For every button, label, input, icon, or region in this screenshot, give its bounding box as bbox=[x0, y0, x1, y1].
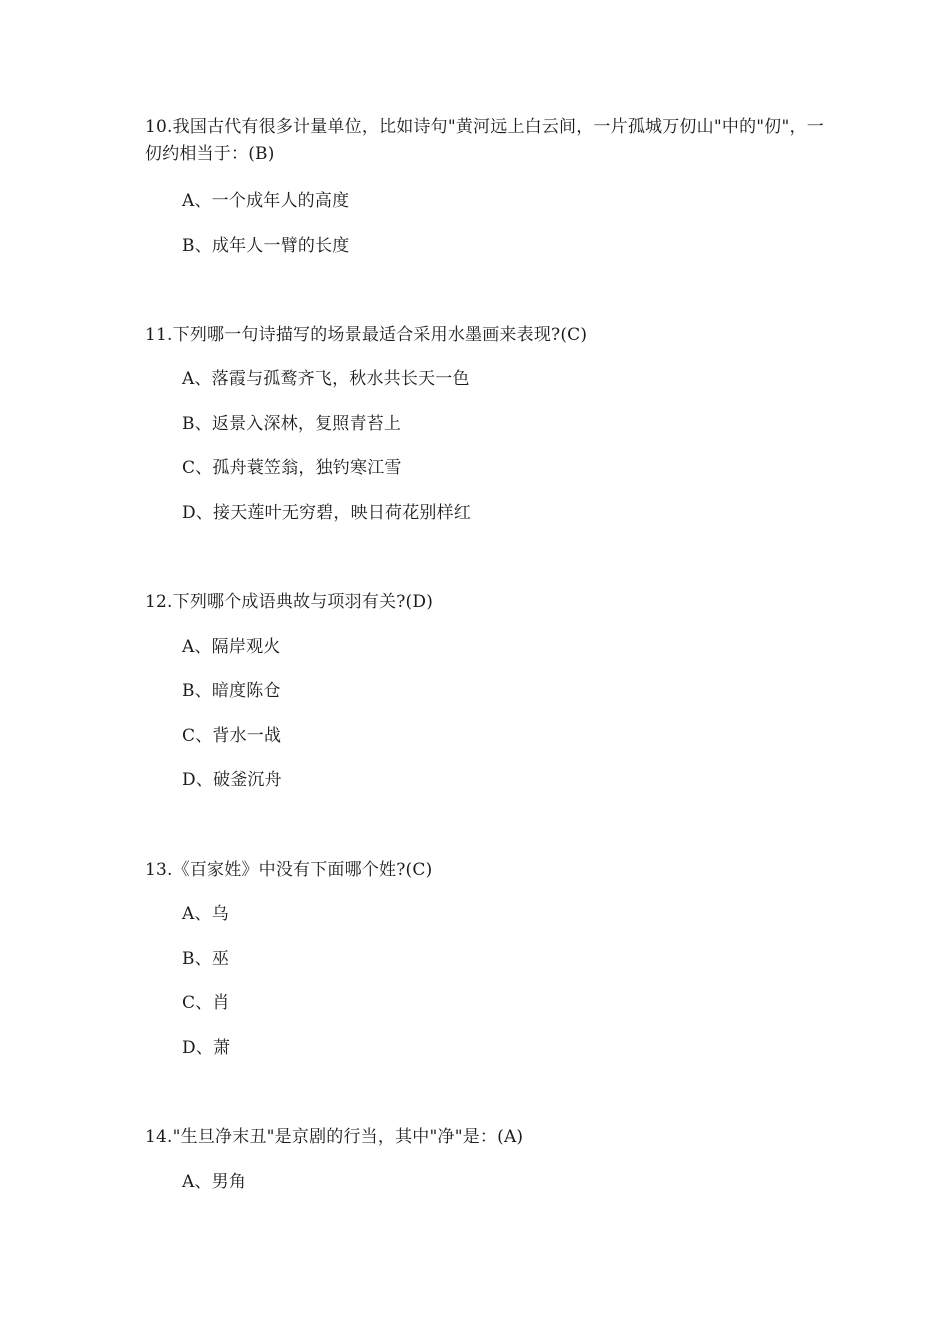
question-13-option-a: A、乌 bbox=[182, 904, 229, 924]
question-11-text: 11.下列哪一句诗描写的场景最适合采用水墨画来表现?(C) bbox=[145, 325, 588, 345]
question-12-text: 12.下列哪个成语典故与项羽有关?(D) bbox=[145, 592, 434, 612]
question-12-option-c: C、背水一战 bbox=[182, 726, 282, 746]
question-13-option-d: D、萧 bbox=[182, 1038, 231, 1058]
question-11-option-c: C、孤舟蓑笠翁，独钓寒江雪 bbox=[182, 458, 402, 478]
question-10-option-a: A、一个成年人的高度 bbox=[182, 191, 350, 211]
question-11-option-d: D、接天莲叶无穷碧，映日荷花别样红 bbox=[182, 503, 472, 523]
question-12-option-d: D、破釜沉舟 bbox=[182, 770, 282, 790]
question-14-text: 14."生旦净末丑"是京剧的行当，其中"净"是：(A) bbox=[145, 1127, 524, 1147]
question-13-text: 13.《百家姓》中没有下面哪个姓?(C) bbox=[145, 860, 433, 880]
question-12-option-a: A、隔岸观火 bbox=[182, 637, 281, 657]
question-10-text: 10.我国古代有很多计量单位，比如诗句"黄河远上白云间，一片孤城万仞山"中的"仞"，一仞约相当于：(B) bbox=[145, 117, 824, 164]
question-12-option-b: B、暗度陈仓 bbox=[182, 681, 281, 701]
question-13-option-c: C、肖 bbox=[182, 993, 230, 1013]
question-13-option-b: B、巫 bbox=[182, 949, 230, 969]
question-14-option-a: A、男角 bbox=[182, 1172, 247, 1192]
question-10-option-b: B、成年人一臂的长度 bbox=[182, 236, 350, 256]
question-11-option-a: A、落霞与孤鹜齐飞，秋水共长天一色 bbox=[182, 369, 470, 389]
question-11-option-b: B、返景入深林，复照青苔上 bbox=[182, 414, 402, 434]
